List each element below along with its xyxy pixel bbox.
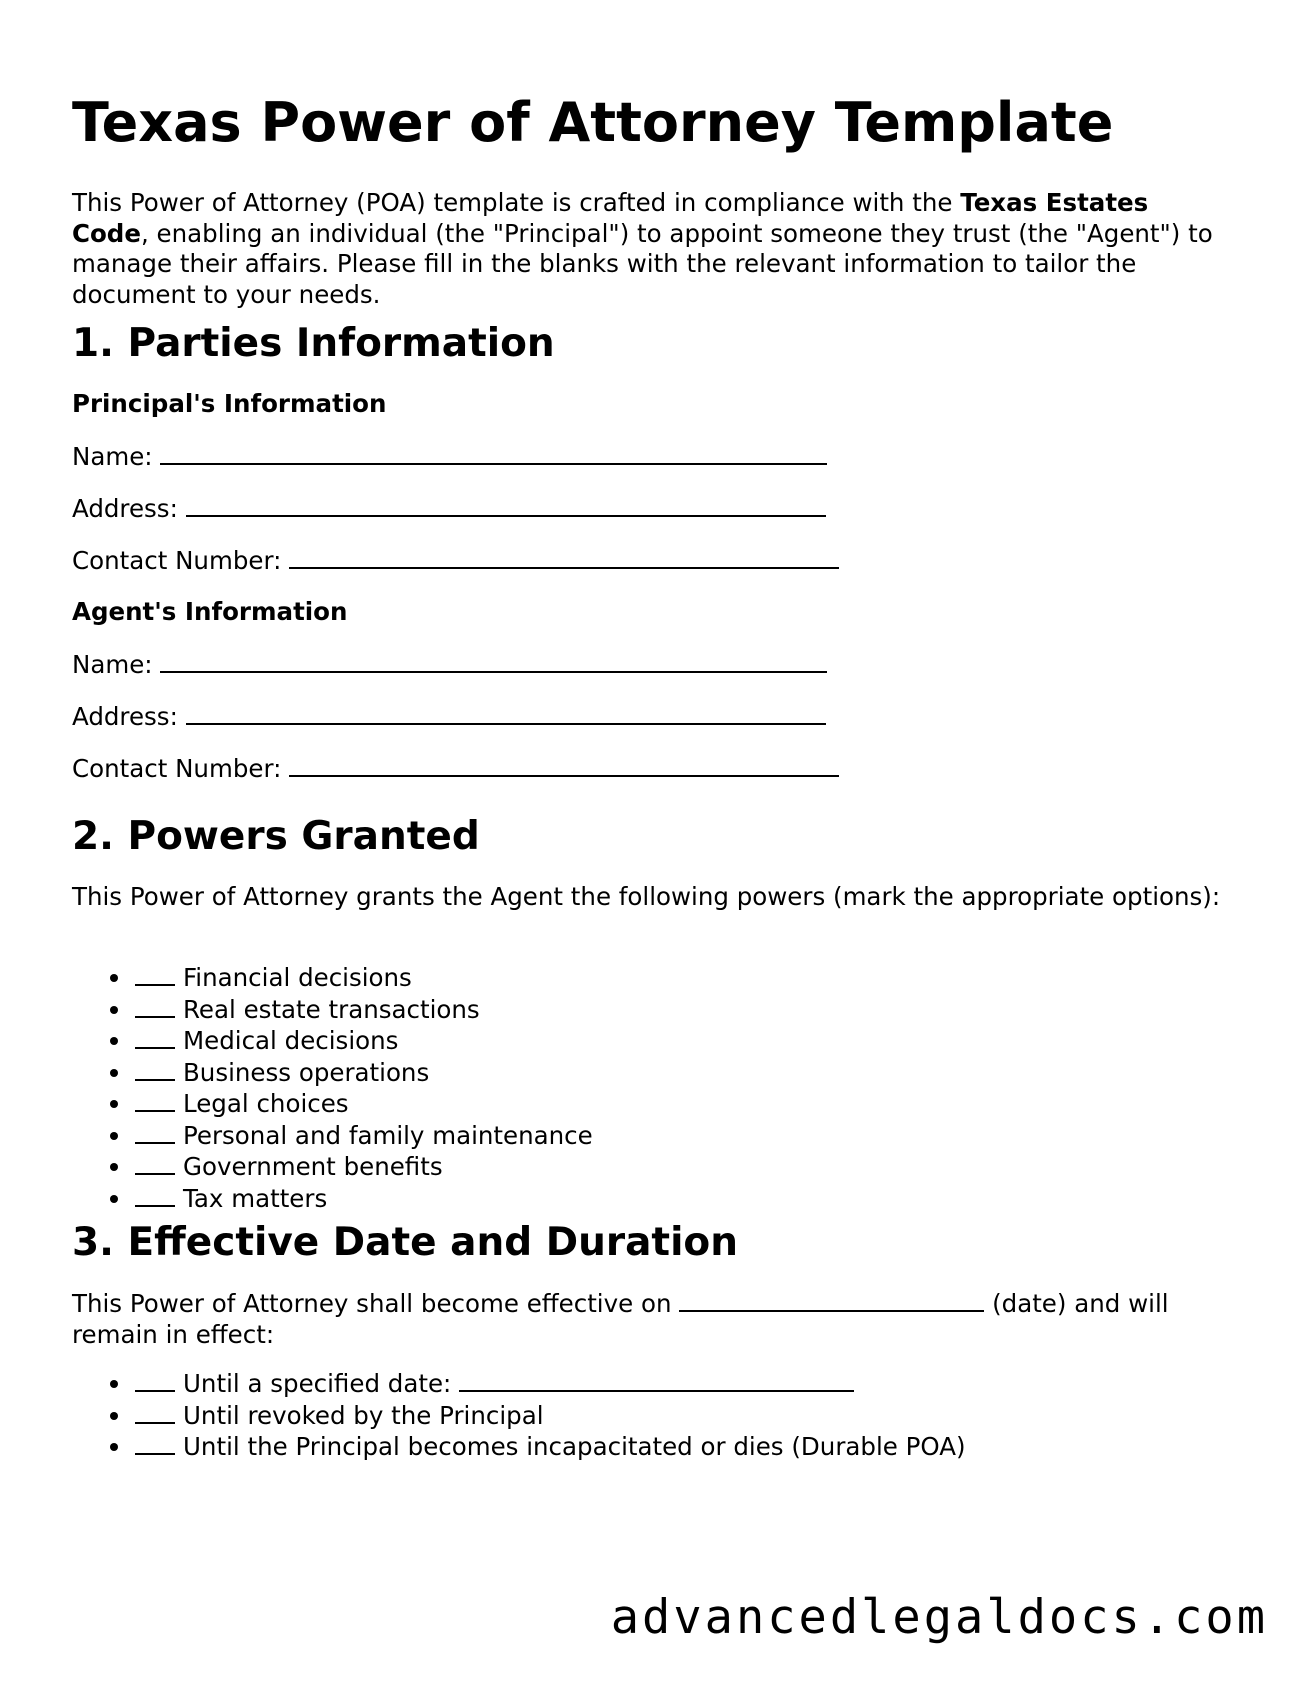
list-item[interactable] — [72, 1400, 966, 1432]
agent-name-label: Name: — [72, 650, 153, 679]
list-item[interactable] — [72, 1025, 593, 1057]
bullet-icon — [110, 1443, 118, 1451]
duration-option-label: Until revoked by the Principal — [183, 1400, 544, 1430]
checkbox-blank[interactable] — [135, 994, 175, 1018]
power-option-label: Business operations — [183, 1057, 430, 1087]
list-item[interactable] — [72, 994, 593, 1026]
principal-name-field[interactable] — [72, 441, 827, 472]
list-item[interactable] — [72, 1368, 966, 1400]
principal-contact-blank[interactable] — [289, 545, 839, 569]
principal-name-label: Name: — [72, 442, 153, 471]
agent-contact-label: Contact Number: — [72, 754, 282, 783]
list-item[interactable] — [72, 1431, 966, 1463]
powers-intro: This Power of Attorney grants the Agent the following powers (mark the appropriate options): — [72, 882, 1221, 911]
bullet-icon — [110, 1069, 118, 1077]
checkbox-blank[interactable] — [135, 962, 175, 986]
agent-contact-blank[interactable] — [289, 753, 839, 777]
page-title: Texas Power of Attorney Template — [72, 91, 1114, 154]
list-item[interactable] — [72, 1088, 593, 1120]
checkbox-blank[interactable] — [135, 1088, 175, 1112]
principal-address-label: Address: — [72, 494, 178, 523]
duration-option-label: Until a specified date: — [183, 1369, 452, 1398]
bullet-icon — [110, 1412, 118, 1420]
list-item[interactable] — [72, 1183, 593, 1215]
list-item[interactable] — [72, 1120, 593, 1152]
powers-list — [72, 962, 593, 1214]
agent-address-blank[interactable] — [186, 701, 826, 725]
section-1-heading: 1. Parties Information — [72, 321, 555, 366]
power-option-label: Personal and family maintenance — [183, 1120, 593, 1150]
power-option-label: Tax matters — [183, 1183, 328, 1213]
effective-intro-2: (date) and will remain in effect: — [72, 1289, 1169, 1349]
intro-text-1: This Power of Attorney (POA) template is crafted in compliance with the — [72, 188, 961, 217]
checkbox-blank[interactable] — [135, 1025, 175, 1049]
principal-name-blank[interactable] — [160, 441, 827, 465]
effective-intro-1: This Power of Attorney shall become effective on — [72, 1289, 672, 1318]
power-option-label: Financial decisions — [183, 963, 412, 992]
duration-option-label: Until the Principal becomes incapacitated or dies (Durable POA) — [183, 1432, 966, 1461]
bullet-icon — [110, 1163, 118, 1171]
power-option-label: Medical decisions — [183, 1026, 399, 1055]
list-item[interactable] — [72, 962, 593, 994]
agent-address-field[interactable] — [72, 701, 826, 732]
specified-date-blank[interactable] — [459, 1368, 854, 1392]
checkbox-blank[interactable] — [135, 1400, 175, 1424]
power-option-label: Legal choices — [183, 1089, 349, 1118]
section-3-heading: 3. Effective Date and Duration — [72, 1220, 738, 1265]
power-option-label: Government benefits — [183, 1152, 443, 1181]
bullet-icon — [110, 1037, 118, 1045]
checkbox-blank[interactable] — [135, 1057, 175, 1081]
intro-text-2: , enabling an individual (the "Principal") to appoint someone they trust (the "Agent") to manage their affairs. Please fill in the blanks with the relevant information to tailor the document to your needs. — [72, 218, 1213, 309]
watermark: advancedlegaldocs.com — [610, 1590, 1268, 1645]
bullet-icon — [110, 1195, 118, 1203]
bullet-icon — [110, 1132, 118, 1140]
section-2-heading: 2. Powers Granted — [72, 814, 480, 859]
principal-address-field[interactable] — [72, 493, 826, 524]
intro-bold-code: Texas Estates Code — [72, 188, 1149, 248]
list-item[interactable] — [72, 1151, 593, 1183]
bullet-icon — [110, 1006, 118, 1014]
agent-contact-field[interactable] — [72, 753, 839, 784]
agent-name-field[interactable] — [72, 649, 827, 680]
checkbox-blank[interactable] — [135, 1120, 175, 1144]
bullet-icon — [110, 1380, 118, 1388]
bullet-icon — [110, 1100, 118, 1108]
principal-info-heading: Principal's Information — [72, 389, 387, 418]
agent-name-blank[interactable] — [160, 649, 827, 673]
checkbox-blank[interactable] — [135, 1183, 175, 1207]
agent-info-heading: Agent's Information — [72, 597, 348, 626]
checkbox-blank[interactable] — [135, 1368, 175, 1392]
list-item[interactable] — [72, 1057, 593, 1089]
principal-address-blank[interactable] — [186, 493, 826, 517]
agent-address-label: Address: — [72, 702, 178, 731]
effective-date-blank[interactable] — [679, 1288, 984, 1312]
principal-contact-label: Contact Number: — [72, 546, 282, 575]
duration-list — [72, 1368, 966, 1463]
power-option-label: Real estate transactions — [183, 994, 480, 1024]
effective-date-paragraph — [72, 1288, 1222, 1350]
checkbox-blank[interactable] — [135, 1151, 175, 1175]
checkbox-blank[interactable] — [135, 1431, 175, 1455]
bullet-icon — [110, 974, 118, 982]
principal-contact-field[interactable] — [72, 545, 839, 576]
intro-paragraph — [72, 188, 1222, 310]
